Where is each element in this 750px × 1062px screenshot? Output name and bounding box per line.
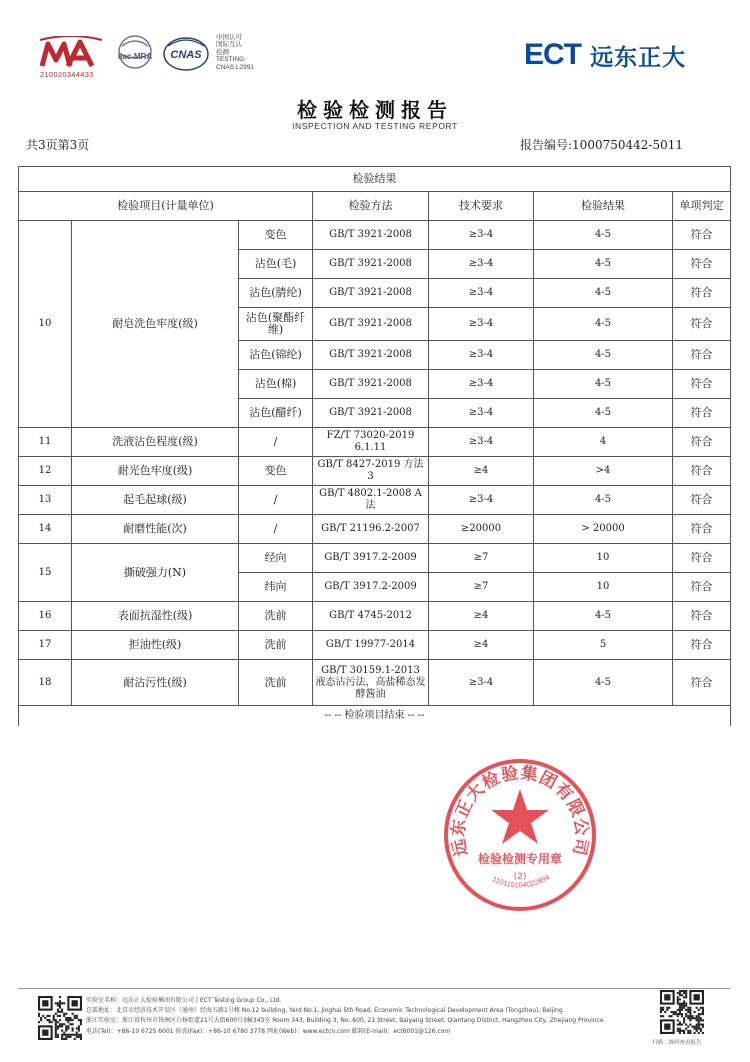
table-row <box>19 221 731 250</box>
item-subitem: / <box>239 428 313 457</box>
test-result: 4-5 <box>534 399 673 428</box>
item-name: 耐沾污性(级) <box>72 660 239 706</box>
test-method: GB/T 3921-2008 <box>313 250 429 279</box>
item-number: 14 <box>19 515 72 544</box>
item-subitem: 沾色(腈纶) <box>239 279 313 308</box>
requirement: ≥3-4 <box>429 308 534 341</box>
verdict: 符合 <box>673 399 731 428</box>
header-verdict: 单项判定 <box>673 192 731 221</box>
test-result: 4-5 <box>534 250 673 279</box>
verdict: 符合 <box>673 428 731 457</box>
item-name: 耐磨性能(次) <box>72 515 239 544</box>
end-note: -- -- 检验项目结束 -- -- <box>19 706 731 727</box>
footer-hq-address: 总部地址：北京市经济技术开发区（通州）经海五路1号楼 No.12 building, Yard No.1, Jinghai 5th Road, Economic Technological Development Area (Tongzhou), Beijing <box>86 1007 563 1015</box>
table-row <box>19 631 731 660</box>
test-result: 10 <box>534 544 673 573</box>
item-subitem: 纬向 <box>239 573 313 602</box>
cnas-logo <box>160 32 212 78</box>
requirement: ≥7 <box>429 544 534 573</box>
item-number: 18 <box>19 660 72 706</box>
end-note-row <box>19 706 731 727</box>
item-name: 起毛起球(级) <box>72 486 239 515</box>
requirement: ≥4 <box>429 602 534 631</box>
cnas-line: CNAS L2991 <box>216 63 254 71</box>
footer-divider <box>18 988 730 989</box>
verdict: 符合 <box>673 308 731 341</box>
item-subitem: 变色 <box>239 221 313 250</box>
item-number: 11 <box>19 428 72 457</box>
page-info: 共3页第3页 <box>26 138 90 152</box>
requirement: ≥3-4 <box>429 341 534 370</box>
header-item: 检验项目(计量单位) <box>19 192 313 221</box>
requirement: ≥20000 <box>429 515 534 544</box>
test-result: > 20000 <box>534 515 673 544</box>
test-result: 4-5 <box>534 486 673 515</box>
cnas-line: TESTING <box>216 56 245 64</box>
footer-info <box>86 996 646 1037</box>
ilac-text: ilac-MRA <box>117 52 153 61</box>
seal-center-text: 检验检测专用章 <box>477 852 563 866</box>
item-name: 表面抗湿性(级) <box>72 602 239 631</box>
item-number: 13 <box>19 486 72 515</box>
requirement: ≥3-4 <box>429 399 534 428</box>
item-name: 耐光色牢度(级) <box>72 457 239 486</box>
official-seal <box>440 755 600 915</box>
verdict: 符合 <box>673 221 731 250</box>
item-subitem: 变色 <box>239 457 313 486</box>
verdict: 符合 <box>673 250 731 279</box>
test-result: 4-5 <box>534 370 673 399</box>
verdict: 符合 <box>673 515 731 544</box>
item-subitem: / <box>239 515 313 544</box>
cnas-line: 国际互认 <box>216 41 242 49</box>
item-number: 15 <box>19 544 72 602</box>
requirement: ≥3-4 <box>429 660 534 706</box>
qr-code-left-icon <box>38 996 82 1040</box>
table-row <box>19 428 731 457</box>
requirement: ≥3-4 <box>429 250 534 279</box>
seal-ring-text: 远东正大检验集团有限公司 <box>448 763 592 858</box>
verdict: 符合 <box>673 660 731 706</box>
test-method: GB/T 3921-2008 <box>313 370 429 399</box>
footer-contact: 电话(Tel)：+86-10 6725 6001 传真(Fax)：+86-10 6780 3778 网址(Web)：www.ectcn.com 邮箱(E-mail)：ect6001@126.com <box>86 1027 451 1035</box>
test-method: GB/T 3921-2008 <box>313 399 429 428</box>
item-subitem: 沾色(棉) <box>239 370 313 399</box>
cma-number: 210020344433 <box>40 70 94 79</box>
table-row <box>19 602 731 631</box>
header-requirement: 技术要求 <box>429 192 534 221</box>
cnas-text: CNAS <box>170 49 202 61</box>
ect-chinese-name: 远东正大 <box>590 44 687 71</box>
item-name: 耐皂洗色牢度(级) <box>72 221 239 428</box>
item-subitem: 洗前 <box>239 660 313 706</box>
item-name: 拒油性(级) <box>72 631 239 660</box>
test-method: FZ/T 73020-2019 6.1.11 <box>313 428 429 457</box>
verdict: 符合 <box>673 573 731 602</box>
table-row <box>19 544 731 573</box>
test-method: GB/T 4802.1-2008 A法 <box>313 486 429 515</box>
caption-row <box>19 167 731 192</box>
table-row <box>19 515 731 544</box>
test-method: GB/T 4745-2012 <box>313 602 429 631</box>
item-name: 撕破强力(N) <box>72 544 239 602</box>
test-result: >4 <box>534 457 673 486</box>
item-subitem: 沾色(毛) <box>239 250 313 279</box>
test-result: 4-5 <box>534 221 673 250</box>
ilac-mra-logo <box>110 32 160 78</box>
test-method: GB/T 8427-2019 方法3 <box>313 457 429 486</box>
item-number: 12 <box>19 457 72 486</box>
verdict: 符合 <box>673 370 731 399</box>
test-method: GB/T 3921-2008 <box>313 221 429 250</box>
verdict: 符合 <box>673 486 731 515</box>
test-result: 5 <box>534 631 673 660</box>
qr-caption: 扫描二维码查看报告 <box>652 1040 702 1046</box>
item-number: 10 <box>19 221 72 428</box>
item-subitem: 经向 <box>239 544 313 573</box>
verdict: 符合 <box>673 631 731 660</box>
ect-text: ECT <box>524 38 581 71</box>
seal-star-icon <box>491 789 549 844</box>
seal-code: 110115104022894 <box>490 872 552 890</box>
header-row <box>19 192 731 221</box>
verdict: 符合 <box>673 457 731 486</box>
qr-code-right-icon <box>660 990 704 1034</box>
report-number: 报告编号:1000750442-5011 <box>520 138 683 152</box>
test-result: 4-5 <box>534 660 673 706</box>
report-title: 检验检测报告 <box>297 98 453 122</box>
test-result: 4-5 <box>534 341 673 370</box>
requirement: ≥3-4 <box>429 486 534 515</box>
cnas-line: 检测 <box>216 48 229 56</box>
item-name: 洗液沾色程度(级) <box>72 428 239 457</box>
verdict: 符合 <box>673 341 731 370</box>
verdict: 符合 <box>673 544 731 573</box>
test-method: GB/T 21196.2-2007 <box>313 515 429 544</box>
item-subitem: 沾色(锦纶) <box>239 341 313 370</box>
test-method: GB/T 3921-2008 <box>313 279 429 308</box>
test-method: GB/T 3921-2008 <box>313 341 429 370</box>
requirement: ≥3-4 <box>429 428 534 457</box>
test-result: 4 <box>534 428 673 457</box>
verdict: 符合 <box>673 602 731 631</box>
test-method: GB/T 19977-2014 <box>313 631 429 660</box>
requirement: ≥4 <box>429 457 534 486</box>
cnas-line: 中国认可 <box>216 34 242 41</box>
header-result: 检验结果 <box>534 192 673 221</box>
test-method: GB/T 30159.1-2013 液态沾污法，高盐稀态发酵酱油 <box>313 660 429 706</box>
item-subitem: 洗前 <box>239 602 313 631</box>
test-result: 10 <box>534 573 673 602</box>
requirement: ≥3-4 <box>429 221 534 250</box>
verdict: 符合 <box>673 279 731 308</box>
ect-wordmark <box>524 38 581 72</box>
test-result: 4-5 <box>534 279 673 308</box>
requirement: ≥7 <box>429 573 534 602</box>
requirement: ≥3-4 <box>429 370 534 399</box>
table-row <box>19 486 731 515</box>
table-row <box>19 660 731 706</box>
cnas-accreditation-text <box>216 34 254 71</box>
requirement: ≥4 <box>429 631 534 660</box>
test-result: 4-5 <box>534 308 673 341</box>
ect-logo <box>524 38 686 72</box>
item-subitem: / <box>239 486 313 515</box>
test-result: 4-5 <box>534 602 673 631</box>
requirement: ≥3-4 <box>429 279 534 308</box>
table-caption: 检验结果 <box>19 167 731 192</box>
table-row <box>19 457 731 486</box>
item-subitem: 洗前 <box>239 631 313 660</box>
report-title-en: INSPECTION AND TESTING REPORT <box>292 121 458 131</box>
header-method: 检验方法 <box>313 192 429 221</box>
item-subitem: 沾色(醋纤) <box>239 399 313 428</box>
test-method: GB/T 3917.2-2009 <box>313 544 429 573</box>
test-method: GB/T 3917.2-2009 <box>313 573 429 602</box>
item-number: 16 <box>19 602 72 631</box>
results-table <box>18 166 731 726</box>
footer-zhejiang-address: 浙江实验室：浙江省杭州市钱塘区白杨街道21号大街600号3幢343室 Room 343, Building 3, No. 600, 21 Street, Baiyang Street, Qiantang District, Hangzhou City, Zhejiang Province <box>86 1017 604 1025</box>
test-method: GB/T 3921-2008 <box>313 308 429 341</box>
item-subitem: 沾色(聚酯纤维) <box>239 308 313 341</box>
footer-lab-name: 实验室名称：远东正大检验集团有限公司 | ECT Testing Group Co., Ltd. <box>86 997 282 1004</box>
item-number: 17 <box>19 631 72 660</box>
seal-sub-text: (2) <box>513 872 527 882</box>
